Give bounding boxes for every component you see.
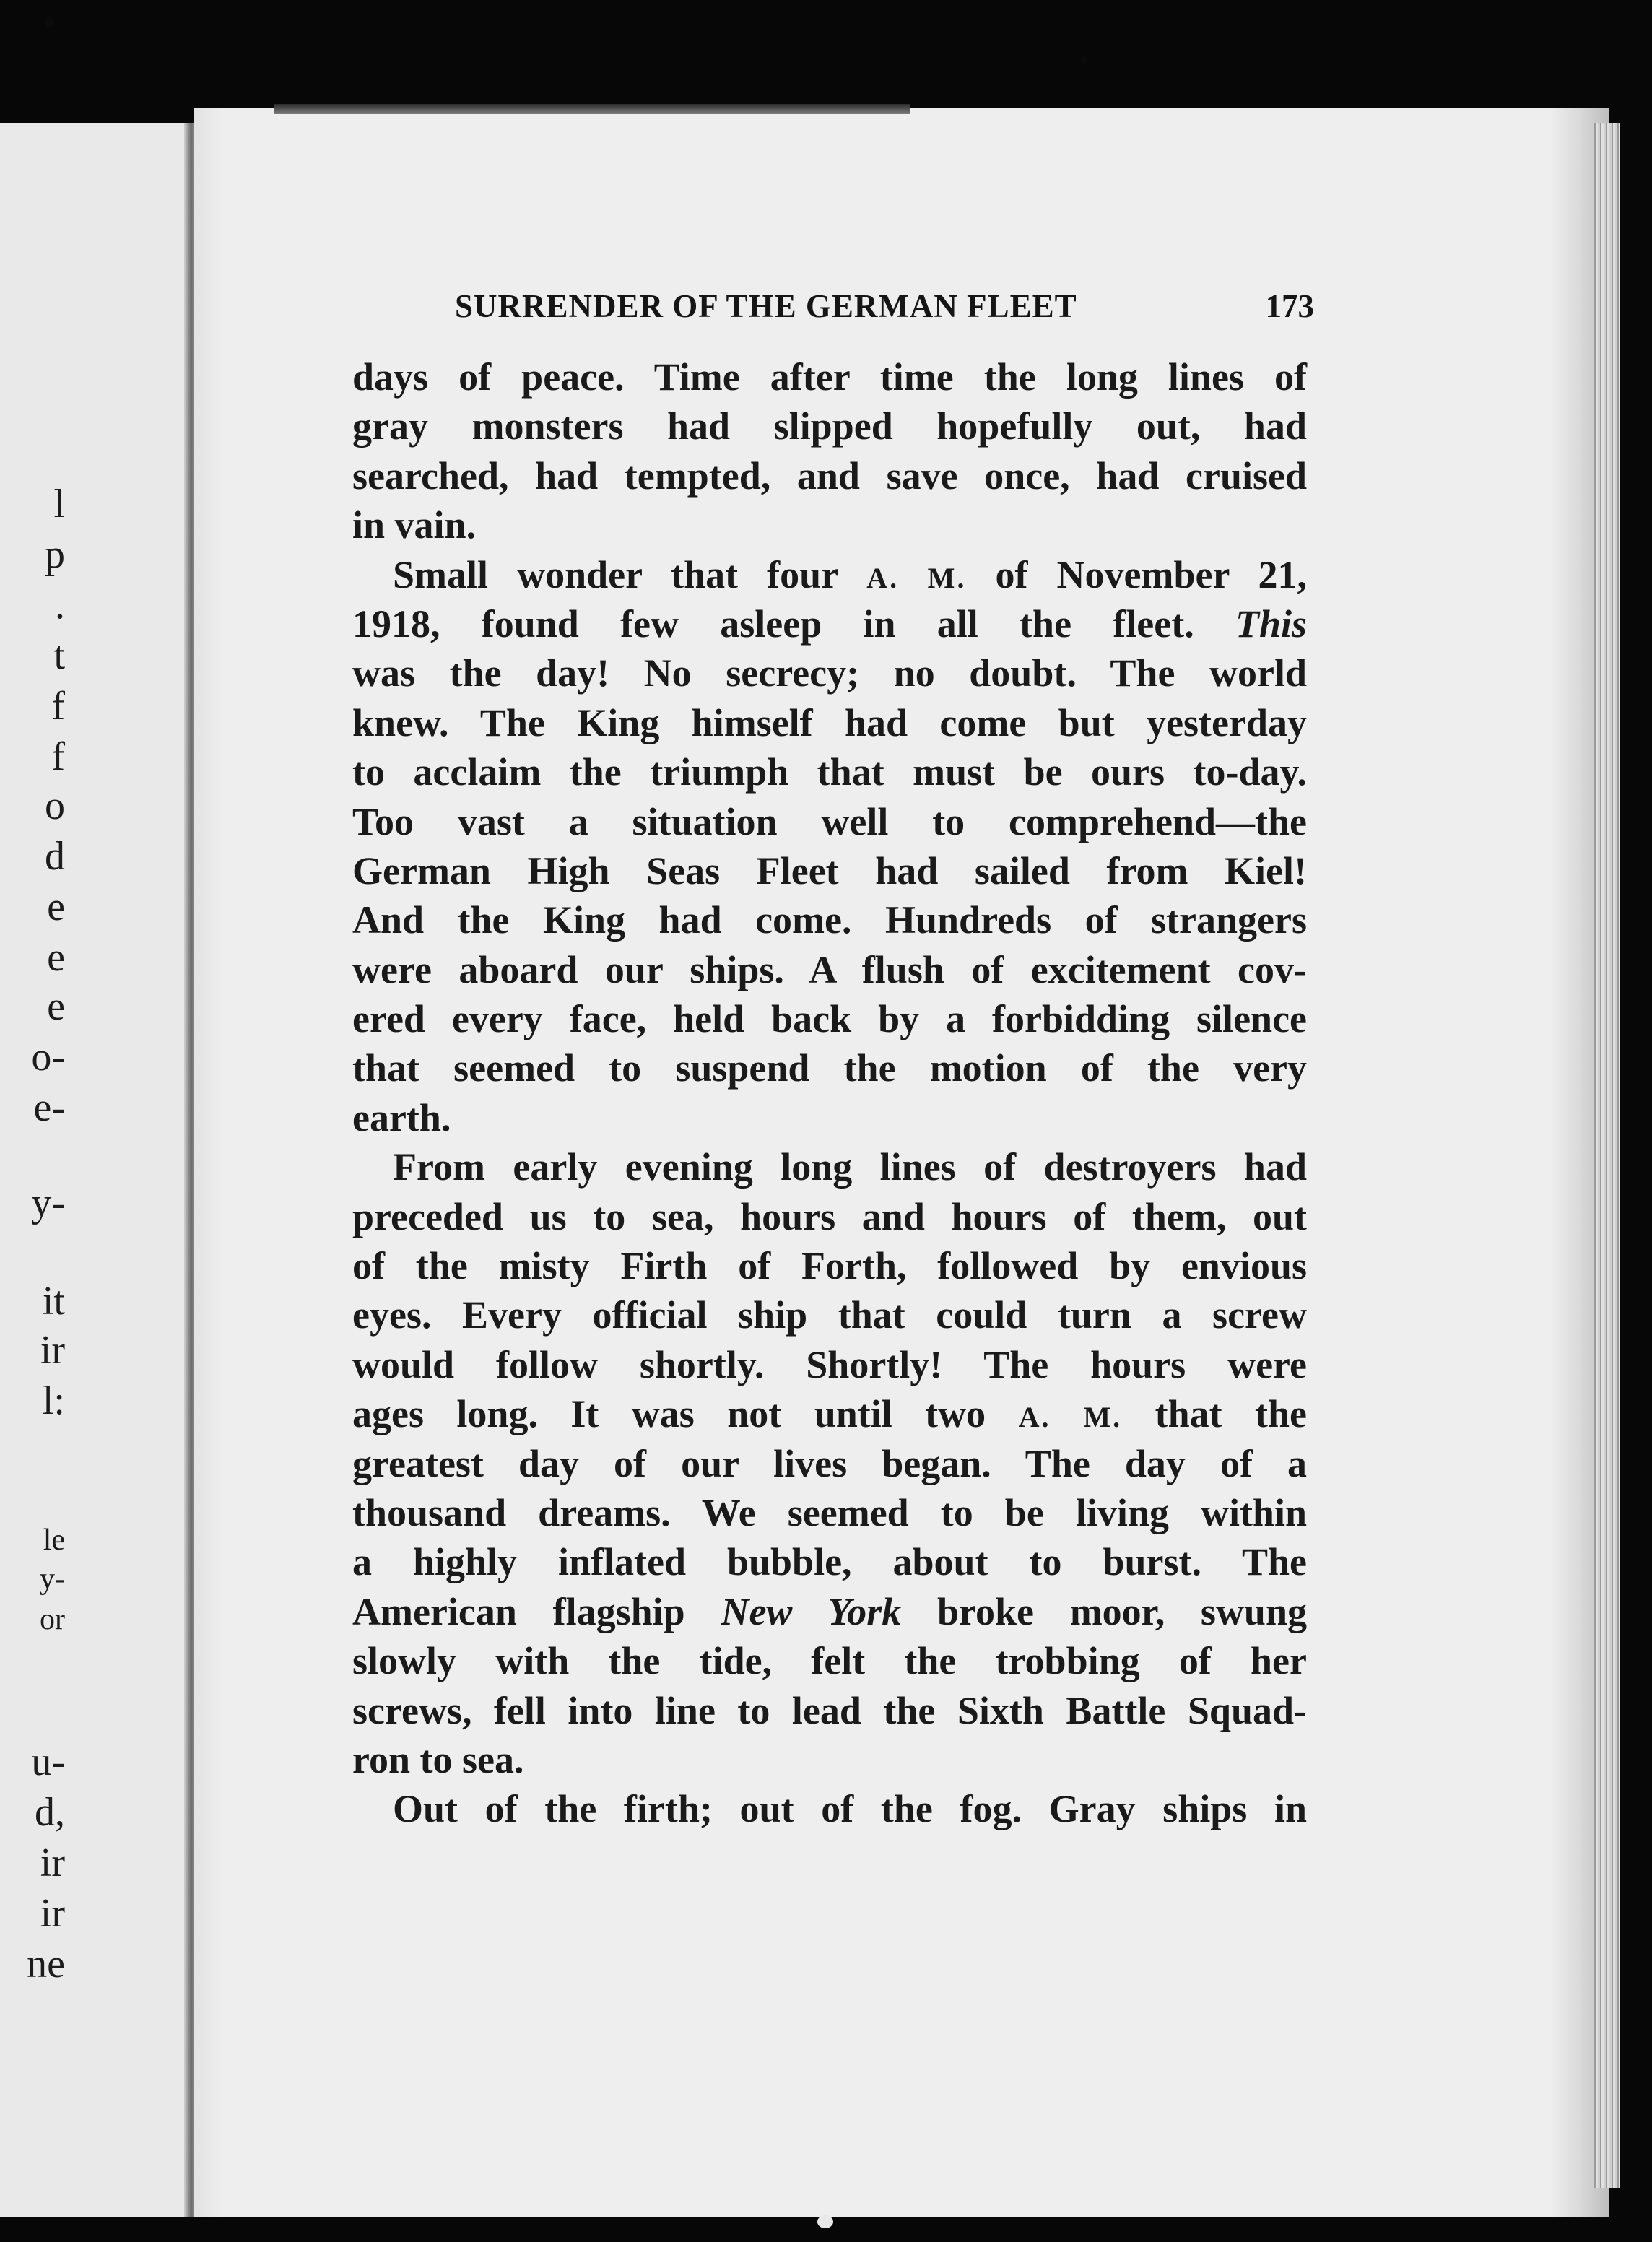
text-run: broke moor, swung (901, 1589, 1307, 1633)
running-title: SURRENDER OF THE GERMAN FLEET (455, 288, 1077, 324)
text-line (352, 1439, 1307, 1488)
left-page-fragment: o (45, 783, 65, 828)
scan-speck (45, 16, 53, 27)
text-line (352, 500, 1307, 549)
text-line (352, 401, 1307, 451)
text-line (352, 1686, 1307, 1735)
text-run: gray monsters had slipped hopefully out, had (352, 404, 1307, 448)
text-run: of the misty Firth of Forth, followed by envious (352, 1244, 1307, 1288)
text-run: were aboard our ships. A flush of excitement cov- (352, 947, 1307, 991)
left-page-fragment: f (51, 684, 65, 729)
text-run: Small wonder that four (393, 552, 867, 596)
text-run: slowly with the tide, felt the trobbing of her (352, 1639, 1307, 1683)
text-line (352, 1537, 1307, 1586)
text-line (352, 797, 1307, 846)
text-line (352, 1142, 1307, 1191)
text-run: preceded us to sea, hours and hours of them, out (352, 1194, 1307, 1238)
text-run: would follow shortly. Shortly! The hours were (352, 1342, 1307, 1386)
text-line (352, 1340, 1307, 1389)
left-page-fragment: e (47, 984, 65, 1029)
text-run: that the (1122, 1392, 1308, 1436)
text-run: New York (721, 1589, 902, 1633)
text-run: screws, fell into line to lead the Sixth Battle Squad- (352, 1688, 1307, 1732)
left-page-fragment: o- (31, 1035, 65, 1079)
text-line (352, 1488, 1307, 1537)
text-run: greatest day of our lives began. The day of a (352, 1441, 1307, 1485)
left-page-fragment: t (53, 633, 65, 678)
text-run: of November 21, (966, 552, 1308, 596)
left-page-fragment: ir (40, 1891, 65, 1936)
left-page-fragment: ir (40, 1328, 65, 1373)
left-page-fragment: f (51, 734, 65, 779)
text-run: ered every face, held back by a forbidding silence (352, 997, 1307, 1041)
text-run: earth. (352, 1095, 451, 1139)
left-page-fragment: ne (27, 1942, 65, 1986)
page-number: 173 (1265, 288, 1314, 324)
text-run: 1918, found few asleep in all the fleet. (352, 601, 1235, 646)
text-line (352, 1043, 1307, 1092)
left-page-fragment: l: (42, 1378, 65, 1423)
text-run: to acclaim the triumph that must be ours to-day. (352, 750, 1307, 794)
text-line (352, 352, 1307, 401)
left-facing-page (0, 123, 189, 2217)
text-run: And the King had come. Hundreds of strangers (352, 898, 1307, 942)
text-run: in vain. (352, 503, 477, 547)
text-line (352, 648, 1307, 698)
text-run: a highly inflated bubble, about to burst. The (352, 1540, 1307, 1584)
text-line (352, 1636, 1307, 1685)
text-line (352, 1241, 1307, 1290)
text-run: This (1235, 601, 1307, 646)
text-line (352, 1735, 1307, 1784)
text-run: American flagship (352, 1589, 721, 1633)
text-line (352, 1093, 1307, 1142)
scan-speck (1080, 56, 1087, 64)
left-page-fragment: y- (31, 1181, 65, 1225)
text-line (352, 550, 1307, 599)
left-page-fragment: l (53, 482, 65, 526)
left-page-fragment: e- (33, 1085, 65, 1130)
text-run: thousand dreams. We seemed to be living within (352, 1490, 1307, 1534)
left-page-fragment: d (45, 834, 65, 879)
text-run: that seemed to suspend the motion of the very (352, 1046, 1307, 1090)
page-top-shadow (274, 104, 910, 114)
text-run: Out of the firth; out of the fog. Gray ships in (393, 1787, 1307, 1831)
text-run: A. M. (1018, 1401, 1123, 1434)
text-line (352, 1587, 1307, 1636)
left-page-fragment: le (43, 1524, 65, 1557)
scan-speck (817, 2215, 833, 2228)
text-line (352, 895, 1307, 944)
text-run: ages long. It was not until two (352, 1392, 1019, 1436)
text-line (352, 1389, 1307, 1438)
body-text (352, 352, 1307, 1834)
left-page-fragment: p (45, 532, 65, 577)
text-line (352, 994, 1307, 1043)
left-page-fragment: u- (31, 1739, 65, 1784)
text-run: German High Seas Fleet had sailed from Kiel! (352, 848, 1307, 892)
text-line (352, 599, 1307, 648)
left-page-fragment: y- (40, 1563, 65, 1596)
text-run: A. M. (866, 561, 967, 594)
text-run: searched, had tempted, and save once, had cruised (352, 453, 1307, 498)
left-page-fragment: or (40, 1603, 65, 1636)
page-edges (1592, 123, 1620, 2188)
text-line (352, 846, 1307, 895)
text-run: From early evening long lines of destroyers had (393, 1145, 1307, 1189)
text-line (352, 698, 1307, 747)
text-run: days of peace. Time after time the long lines of (352, 355, 1307, 399)
left-page-text-fragments (0, 123, 72, 2217)
text-line (352, 1290, 1307, 1339)
left-page-fragment: . (55, 583, 65, 627)
text-line (352, 1192, 1307, 1241)
text-line (352, 451, 1307, 500)
left-page-fragment: d, (35, 1790, 65, 1835)
text-line (352, 1784, 1307, 1833)
running-head (455, 287, 1314, 339)
text-run: was the day! No secrecy; no doubt. The world (352, 651, 1307, 695)
text-run: Too vast a situation well to comprehend—the (352, 799, 1307, 843)
left-page-fragment: e (47, 935, 65, 980)
text-line (352, 945, 1307, 994)
text-line (352, 747, 1307, 796)
left-page-fragment: e (47, 885, 65, 929)
text-run: ron to sea. (352, 1737, 524, 1781)
text-run: eyes. Every official ship that could turn a screw (352, 1293, 1307, 1337)
text-run: knew. The King himself had come but yesterday (352, 700, 1307, 744)
left-page-fragment: it (42, 1279, 65, 1324)
left-page-fragment: ir (40, 1841, 65, 1885)
